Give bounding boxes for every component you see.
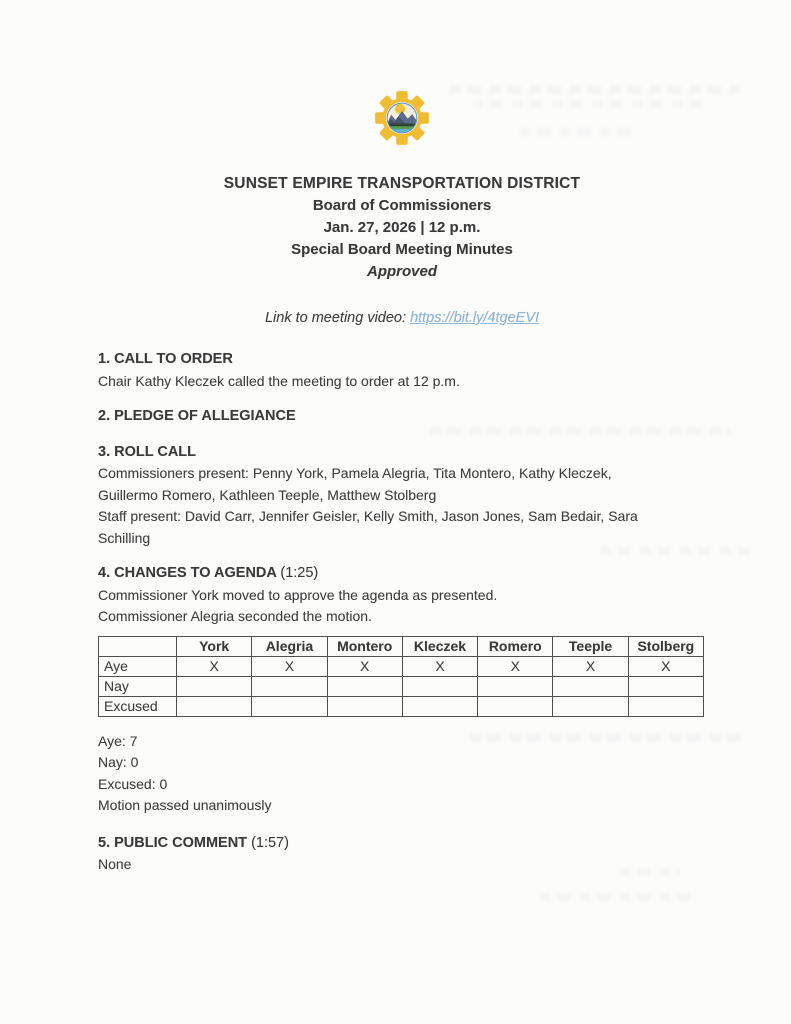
vote-cell — [327, 696, 402, 716]
document-title: Special Board Meeting Minutes — [291, 241, 513, 258]
vote-summary-aye: Aye: 7 — [98, 732, 138, 749]
vote-cell: X — [177, 656, 252, 676]
vote-table-column-header: Romero — [478, 636, 553, 656]
section-text: Commissioners present: Penny York, Pamela Alegria, Tita Montero, Kathy Kleczek, — [98, 465, 612, 481]
vote-cell: X — [628, 656, 703, 676]
section-text: Chair Kathy Kleczek called the meeting to order at 12 p.m. — [98, 372, 460, 389]
section-heading-text: 5. PUBLIC COMMENT — [98, 834, 248, 851]
org-body-name: Board of Commissioners — [312, 197, 492, 214]
transit-district-gear-logo — [370, 86, 434, 155]
section-timestamp: (1:57) — [251, 834, 289, 851]
vote-cell: X — [478, 656, 553, 676]
section-heading — [98, 833, 706, 855]
video-link-line — [98, 307, 706, 329]
section-roll-call — [98, 442, 706, 550]
section-heading-text: 4. CHANGES TO AGENDA — [98, 565, 277, 581]
vote-row-label: Nay — [99, 676, 177, 696]
approval-status: Approved — [366, 263, 437, 280]
meeting-date-time: Jan. 27, 2026 | 12 p.m. — [323, 219, 481, 236]
vote-table-row-aye — [99, 656, 704, 676]
vote-cell — [628, 676, 703, 696]
section-heading — [98, 563, 706, 585]
vote-table-column-header: Kleczek — [402, 636, 477, 656]
section-call-to-order — [98, 349, 706, 392]
vote-cell: X — [553, 656, 628, 676]
vote-table-column-header: Teeple — [553, 636, 628, 656]
vote-cell — [402, 676, 477, 696]
vote-summary-excused: Excused: 0 — [98, 775, 168, 792]
vote-table-header-row — [99, 636, 704, 656]
vote-cell — [478, 676, 553, 696]
scan-bleed-artifact — [540, 893, 690, 901]
org-name: SUNSET EMPIRE TRANSPORTATION DISTRICT — [223, 175, 581, 192]
video-link-label: Link to meeting video: — [264, 310, 407, 326]
vote-table-column-header: Alegria — [252, 636, 327, 656]
vote-summary-result: Motion passed unanimously — [98, 797, 272, 813]
vote-cell: X — [402, 656, 477, 676]
vote-cell — [402, 696, 477, 716]
vote-table-column-header: Stolberg — [628, 636, 703, 656]
section-text: Guillermo Romero, Kathleen Teeple, Matthew Stolberg — [98, 486, 437, 503]
vote-summary-nay: Nay: 0 — [98, 754, 139, 770]
vote-cell — [553, 696, 628, 716]
section-heading: 1. CALL TO ORDER — [98, 351, 233, 367]
vote-cell — [177, 696, 252, 716]
meeting-video-link[interactable]: https://bit.ly/4tgeEVI — [410, 310, 540, 326]
vote-cell — [628, 696, 703, 716]
vote-cell — [252, 676, 327, 696]
vote-row-label: Aye — [99, 656, 177, 676]
vote-table-corner-cell — [99, 636, 177, 656]
section-changes-to-agenda — [98, 563, 706, 628]
section-text: Commissioner Alegria seconded the motion. — [98, 608, 372, 624]
section-text: Commissioner York moved to approve the agenda as presented. — [98, 586, 498, 603]
vote-summary — [98, 731, 706, 817]
vote-cell: X — [252, 656, 327, 676]
vote-cell: X — [327, 656, 402, 676]
vote-cell — [553, 676, 628, 696]
vote-cell — [327, 676, 402, 696]
section-text: Schilling — [98, 529, 151, 546]
vote-table — [98, 636, 704, 717]
title-block — [98, 173, 706, 283]
vote-cell — [478, 696, 553, 716]
vote-table-column-header: York — [177, 636, 252, 656]
section-text: None — [98, 856, 132, 872]
vote-table-row-nay — [99, 676, 704, 696]
section-timestamp: (1:25) — [280, 565, 319, 581]
section-heading: 3. ROLL CALL — [98, 443, 197, 460]
section-public-comment — [98, 833, 706, 876]
vote-table-column-header: Montero — [327, 636, 402, 656]
section-pledge-of-allegiance — [98, 406, 706, 428]
section-text: Staff present: David Carr, Jennifer Geisler, Kelly Smith, Jason Jones, Sam Bedair, Sara — [98, 508, 638, 524]
vote-table-row-excused — [99, 696, 704, 716]
vote-cell — [252, 696, 327, 716]
section-heading: 2. PLEDGE OF ALLEGIANCE — [98, 408, 296, 424]
vote-cell — [177, 676, 252, 696]
logo-row — [98, 0, 706, 155]
vote-row-label: Excused — [99, 696, 177, 716]
